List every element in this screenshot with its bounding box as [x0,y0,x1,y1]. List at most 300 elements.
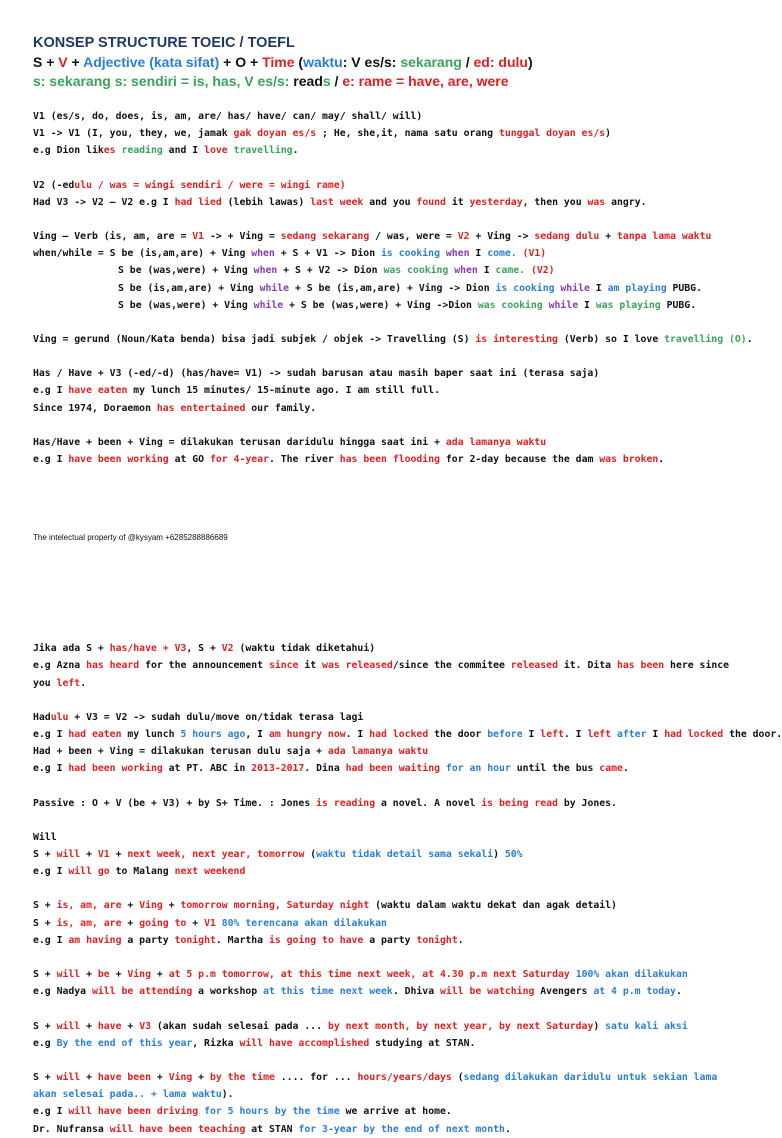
text-run: left [56,677,81,689]
text-run: (waktu dalam waktu dekat dan agak detail) [369,900,617,912]
text-line [33,194,738,211]
spacer [33,576,738,608]
text-run: e.g I [33,729,69,741]
text-run: have [97,1020,122,1032]
text-run: (V2) [530,265,555,277]
text-run: come. [487,248,517,260]
text-run: -> + Ving = [204,231,281,243]
text-run: by the time [209,1071,275,1083]
text-run: . [292,145,299,157]
text-run: e: rame = have, are, were [342,73,509,89]
text-run: was cooking [383,265,449,277]
text-run: V [58,54,68,70]
text-run: / [330,73,343,89]
text-run: I [469,248,488,260]
text-run: tonight [174,934,216,946]
text-run: ( [304,849,317,861]
text-run: released [510,660,558,672]
spacer [33,348,738,365]
section-bottom [33,640,782,1137]
text-run: Ving [168,1071,193,1083]
text-run: : V es/s: [342,54,401,70]
spacer [33,608,738,640]
text-run: V1 -> V1 (I, you, they, we, jamak [33,128,234,140]
text-run: V2 [221,643,234,655]
text-run: ulu / was = wingi sendiri / were = wingi rame) [74,179,346,191]
text-run: had locked [369,729,429,741]
text-run: Passive : O + V (be + V3) + by S+ Time. : Jones [33,797,317,809]
text-line [33,451,738,468]
text-run: S + [33,1071,57,1083]
text-run: (waktu tidak diketahui) [233,643,376,655]
text-run: love [204,145,228,157]
text-run: has been flooding [339,454,441,466]
text-run: 5 hours ago [180,729,246,741]
text-line [33,709,738,726]
text-run: is cooking [495,282,555,294]
spacer [33,778,738,795]
text-line [33,228,738,245]
property-note: The intelectual property of @kysyam +6285288886689 [33,533,228,543]
text-run: ulu [50,711,69,723]
text-run: have been working [68,454,169,466]
text-run: will be watching [440,986,535,998]
text-run: tanpa lama waktu [617,231,712,243]
text-run: for 3-year by the end of next month [298,1123,505,1135]
text-run: Has / Have + V3 (-ed/-d) (has/have= V1) -> sudah barusan atau masih baper saat ini (terasa saja) [33,368,600,380]
text-run: + [80,1071,98,1083]
text-run: Had V3 -> V2 – V2 e.g I [33,196,175,208]
text-run: for 2-day because the dam [440,454,600,466]
text-line [33,1035,738,1052]
spacer [33,949,738,966]
text-run: a party [363,934,417,946]
text-run: it. Dita [557,660,617,672]
text-run: ) [605,128,612,140]
text-run: ( [451,1071,464,1083]
text-run: while [259,282,290,294]
text-run: when [454,265,478,277]
text-run: 100% akan dilakukan [575,969,688,981]
text-run: has/have + V3 [109,643,187,655]
text-run: + S be (is,am,are) + Ving -> Dion [289,282,496,294]
text-line [33,1018,738,1035]
text-line [33,142,738,159]
text-run: , S + [186,643,222,655]
text-run: ada lamanya waktu [327,746,429,758]
text-run: S + [33,969,57,981]
text-run: at PT. ABC in [162,763,252,775]
text-run: angry. [605,196,647,208]
text-run: reading [121,145,163,157]
text-run: 50% [504,849,523,861]
text-run: next weekend [174,866,246,878]
text-run: has heard [86,660,140,672]
spacer [33,91,738,108]
text-run: e.g I [33,763,69,775]
formula-line [33,53,738,72]
text-run: e.g [33,1037,57,1049]
text-run: will go [68,866,110,878]
text-run: when [253,265,278,277]
text-run: Had + been + Ving = dilakukan terusan dulu saja + [33,746,328,758]
text-run: + [162,900,181,912]
text-run: when [445,248,470,260]
text-line [33,108,738,125]
text-line [33,897,738,914]
text-run: for 5 hours by the time [204,1106,340,1118]
text-line [33,1069,738,1103]
text-run: ) [493,849,505,861]
spacer [33,314,738,331]
text-run: s: sekarang s: sendiri = is, has, V es/s: [33,73,294,89]
text-run: es [103,145,116,157]
text-run: will [56,849,81,861]
spacer [33,160,738,177]
text-run: Adjective (kata sifat) [83,54,220,70]
text-run: is cooking [381,248,440,260]
text-run: V1 [192,231,205,243]
text-line [33,262,738,279]
text-run: . Dhiva [392,986,440,998]
text-run: (lebih lawas) [221,196,311,208]
text-run: sedang dulu [534,231,600,243]
text-run: + V3 = V2 -> sudah dulu/move on/tidak terasa lagi [68,711,364,723]
text-run: Time [262,54,295,70]
text-run: V1 (es/s, do, does, is, am, are/ has/ have/ can/ may/ shall/ will) [33,111,423,122]
text-run: Will [33,831,57,843]
text-run: was cooking [477,299,543,311]
text-run: last week [310,196,364,208]
text-run: hours/years/days [357,1071,452,1083]
text-line [33,760,738,777]
text-run: e.g Azna [33,660,87,672]
text-run: Jika ada S + [33,643,110,655]
text-run: am having [68,934,122,946]
text-run: . [658,454,665,466]
text-run: at GO [168,454,210,466]
text-run: at 4 p.m today [593,986,676,998]
text-run: is, am, are [56,900,122,912]
text-run: + [80,1020,98,1032]
text-run: + [121,900,140,912]
text-run: + [186,917,205,929]
text-run: will have accomplished [239,1037,370,1049]
text-run: for the announcement [139,660,269,672]
text-run: V1 [204,917,216,929]
text-run: yesterday [469,196,523,208]
text-run: had lied [174,196,222,208]
text-run: . [504,1123,511,1135]
text-run: V3 [139,1020,151,1032]
text-line [33,245,738,262]
text-run: By the end of this year [56,1037,193,1049]
text-run: , Rizka [192,1037,240,1049]
text-run: by Jones. [557,797,617,809]
text-run: S be (was,were) + Ving [118,265,254,277]
text-run: sedang sekarang [280,231,370,243]
text-run: satu kali aksi [605,1020,688,1032]
text-run: Ving [127,969,151,981]
text-run: a workshop [192,986,264,998]
text-run: + [109,849,128,861]
text-run: V1 [97,849,110,861]
text-line [33,863,738,880]
text-line [33,983,738,1000]
text-run: for 4-year [209,454,269,466]
text-run: e.g Dion lik [33,145,104,157]
text-run: , then you [522,196,588,208]
legend-line [33,72,738,91]
text-run: e.g I [33,866,69,878]
text-run: Ving = gerund (Noun/Kata benda) bisa jadi subjek / objek -> Travelling (S) [33,334,476,346]
text-run: ed: dulu [473,54,528,70]
spacer [33,544,738,576]
text-run: S be (is,am,are) + Ving [118,282,260,294]
text-run: at this time next week [263,986,393,998]
text-run: Ving – Verb (is, am, are = [33,231,193,243]
text-run: am hungry now [268,729,346,741]
text-line [33,177,738,194]
text-run: will have been teaching [109,1123,246,1135]
text-run: travelling [233,145,293,157]
text-run: next week, next year, tomorrow [127,849,305,861]
text-run: / was, were = [369,231,458,243]
text-run: found [416,196,446,208]
text-run: waktu tidak detail sama sekali [316,849,494,861]
text-run: + S + V2 -> Dion [277,265,384,277]
text-run: /since the commitee [392,660,511,672]
text-run: am playing [607,282,667,294]
text-line [33,795,738,812]
text-run: will be attending [91,986,193,998]
text-line [33,365,738,382]
text-run: Had [33,711,51,723]
text-run: my lunch [121,729,181,741]
text-run: e.g Nadya [33,986,92,998]
text-run: . Dina [304,763,346,775]
text-run: . [457,934,464,946]
text-run: + [599,231,617,243]
text-run: left [540,729,564,741]
text-run: we arrive at home. [339,1106,452,1118]
text-run: tunggal doyan es/s [498,128,606,140]
text-run: a novel. A novel [375,797,482,809]
spacer [33,417,738,434]
text-run: it [445,196,470,208]
spacer [33,500,738,532]
text-run: while [548,299,579,311]
text-run: has entertained [156,402,246,414]
text-line [33,297,738,314]
text-run: + Ving -> [469,231,535,243]
text-line [33,382,738,399]
text-run: PUBG. [666,282,702,294]
text-line [33,966,738,983]
text-line [33,434,738,451]
text-run: S + [33,900,57,912]
text-line [33,280,738,297]
text-run: by next month, by next year, by next Saturday [327,1020,594,1032]
document-title: KONSEP STRUCTURE TOEIC / TOEFL [33,35,295,51]
text-line [33,743,738,760]
text-run: was released [322,660,393,672]
text-run: 2013-2017 [251,763,305,775]
text-run: e.g I [33,1106,69,1118]
text-run: S + [33,849,57,861]
text-run: + [192,1071,210,1083]
text-run: ada lamanya waktu [445,436,547,448]
text-run: + [67,54,84,70]
text-run: will [56,1071,81,1083]
text-run: + [150,969,169,981]
text-run: (V1) [522,248,547,260]
text-run: at STAN [245,1123,299,1135]
text-run: + [109,969,128,981]
text-run: I [477,265,496,277]
text-run: . The river [268,454,340,466]
spacer [33,692,738,709]
text-line [33,726,782,743]
text-run: I [646,729,665,741]
text-run: my lunch 15 minutes/ 15-minute ago. I am still full. [127,385,440,397]
text-line [33,640,738,657]
text-run: ; He, she,it, nama satu orang [316,128,499,140]
text-run: + S be (was,were) + Ving ->Dion [283,299,478,311]
text-run: S + [33,54,59,70]
text-run: . I [563,729,588,741]
text-run: had eaten [68,729,122,741]
text-run: V2 [457,231,470,243]
text-run: (akan sudah selesai pada ... [150,1020,328,1032]
text-run: before [487,729,523,741]
text-run: will [56,1020,81,1032]
text-run: here since you [33,660,730,689]
text-run: read [293,73,323,89]
text-run: sedang dilakukan daridulu untuk sekian lama akan selesai pada.. + lama waktu [33,1071,718,1101]
text-run: for an hour [445,763,511,775]
text-run: our family. [245,402,317,414]
text-line [33,1121,738,1138]
text-run: Ving [139,900,163,912]
text-run: ) [527,54,533,70]
text-run: V2 (-ed [33,179,75,191]
text-run: ( [294,54,304,70]
text-run: , I [245,729,269,741]
text-run: when/while = S be (is,am,are) + Ving [33,248,252,260]
text-run: tonight [416,934,458,946]
text-run: .... for ... [274,1071,358,1083]
text-run: going to [139,917,187,929]
text-run: was [587,196,606,208]
text-run: at 5 p.m tomorrow, at this time next week, at 4.30 p.m next Saturday [168,969,570,981]
text-run: 80% terencana akan dilakukan [221,917,387,929]
text-run: had locked [664,729,724,741]
text-run: when [251,248,275,260]
text-run: I [578,299,596,311]
text-run: had been waiting [345,763,441,775]
text-run: the door [428,729,488,741]
text-run: waktu [303,54,343,70]
text-run: I [589,282,608,294]
text-run: + [150,1071,169,1083]
text-run: e.g I [33,454,69,466]
spacer [33,880,738,897]
text-run: . Martha [215,934,269,946]
text-run: it [298,660,323,672]
text-run: . [746,334,753,346]
text-run: S be (was,were) + Ving [118,299,254,311]
text-run: . [622,763,629,775]
text-run: / [461,54,474,70]
text-run: I [522,729,541,741]
text-line [33,1103,738,1120]
text-run: have been [97,1071,151,1083]
text-run: a party [121,934,175,946]
text-run: s [322,73,331,89]
text-run: is interesting [475,334,558,346]
text-run: + [121,917,140,929]
text-run: will have been driving [68,1106,199,1118]
text-run: is, am, are [56,917,122,929]
text-run: has been [616,660,665,672]
text-run: and I [162,145,205,157]
text-line [33,829,738,846]
text-run: sekarang [400,54,462,70]
spacer [33,1052,738,1069]
text-run: while [560,282,590,294]
text-run: e.g I [33,934,69,946]
text-line [33,657,738,691]
text-run: be [97,969,110,981]
spacer [33,211,738,228]
text-run: while [253,299,284,311]
text-run: the door. [723,729,782,741]
text-run: Avengers [534,986,594,998]
text-run: and you [363,196,417,208]
spacer [33,812,738,829]
text-run: + [121,1020,140,1032]
spacer [33,468,738,500]
text-run: (Verb) so I love [557,334,665,346]
text-run: left [587,729,612,741]
text-line [33,331,753,348]
text-run: was broken [599,454,659,466]
text-run: since [268,660,299,672]
text-run: have eaten [68,385,128,397]
text-run: + S + V1 -> Dion [274,248,381,260]
text-run: will [56,969,81,981]
text-run: gak doyan es/s [233,128,317,140]
document-page [33,34,782,1138]
text-run: to Malang [109,866,175,878]
text-run: ) [593,1020,606,1032]
text-run: is being read [481,797,558,809]
text-run: is going to have [268,934,364,946]
text-run: Since 1974, Doraemon [33,402,157,414]
text-run: + [80,969,98,981]
text-run: ). [221,1089,234,1101]
text-run: PUBG. [660,299,697,311]
text-line [33,846,738,863]
text-run: studying at STAN. [369,1037,476,1049]
text-line [33,125,738,142]
text-line [33,400,738,417]
text-run: came. [495,265,526,277]
text-line [33,932,738,949]
text-run: tomorrow morning, Saturday night [180,900,370,912]
text-run: after [616,729,647,741]
